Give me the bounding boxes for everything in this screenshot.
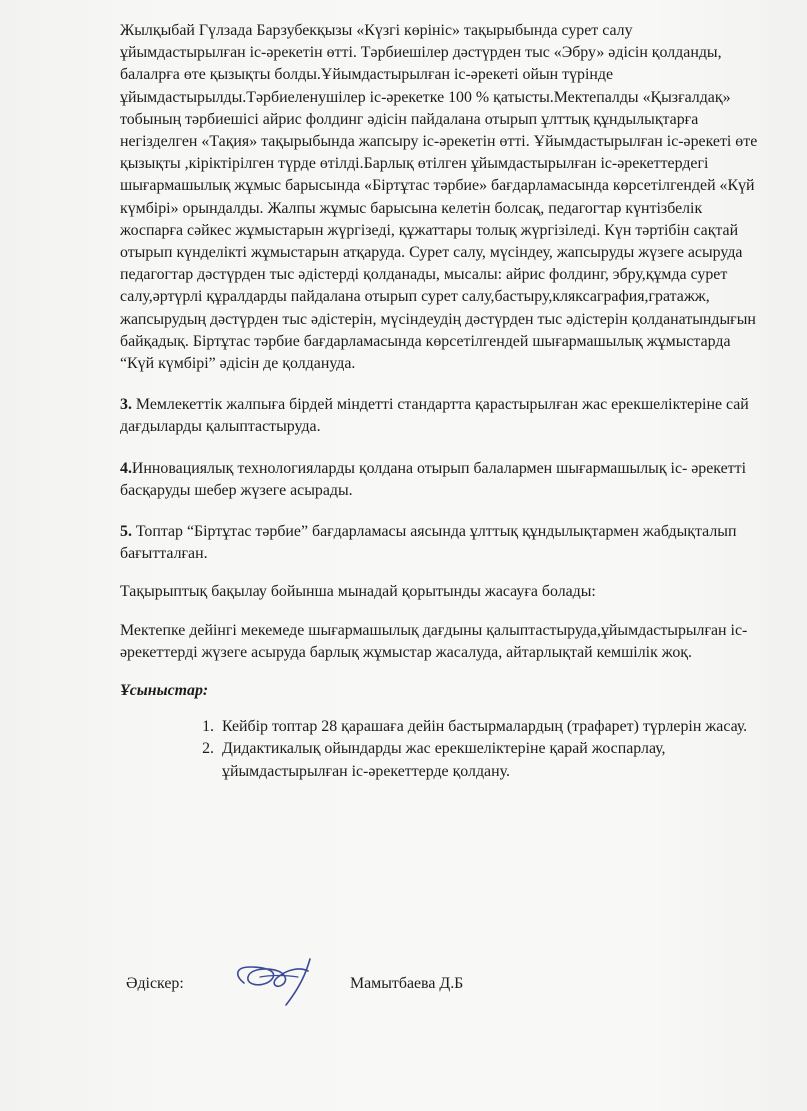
list-item bbox=[120, 521, 760, 565]
item-text: Инновациялық технологияларды қолдана отырып балалармен шығармашылық іс- әрекетті басқаруды шебер жүзеге асырады. bbox=[120, 459, 746, 499]
recommendations-list bbox=[120, 716, 760, 783]
handwritten-signature bbox=[226, 953, 336, 1008]
item-number: 5. bbox=[120, 523, 132, 541]
list-item: 1. Кейбір топтар 28 қарашаға дейін бастырмалардың (трафарет) түрлерін жасау. bbox=[218, 716, 760, 738]
list-item bbox=[120, 458, 760, 502]
list-item: 2. Дидактикалық ойындарды жас ерекшеліктеріне қарай жоспарлау, ұйымдастырылған іс-әрекеттерде қолдану. bbox=[218, 738, 760, 782]
item-text: Мемлекеттік жалпыға бірдей міндетті стандартта қарастырылған жас ерекшеліктеріне сай дағдыларды қалыптастыруда. bbox=[120, 396, 749, 436]
intro-paragraph: Жылқыбай Гүлзада Барзубекқызы «Күзгі көрініс» тақырыбында сурет салу ұйымдастырылған іс-әрекетін өтті. Тәрбиешілер дәстүрден тыс «Эбру» әдісін қолданды, балалрға өте қызықты болды.Ұйымдастырылған іс-әрекеті ойын түрінде ұйымдастырылды.Тәрбиеленушілер іс-әрекетке 100 % қатысты.Мектепалды «Қызғалдақ» тобының тәрбиешісі айрис фолдинг әдісін пайдалана отырып ұлттық құндылықтарға негізделген «Тақия» тақырыбында жапсыру іс-әрекетін өтті. Ұйымдастырылған іс-әрекеті өте қызықты ,кіріктірілген түрде өтілді.Барлық өтілген ұйымдастырылған іс-әрекеттердегі шығармашылық жұмыс барысында «Біртұтас тәрбие» бағдарламасында көрсетілгендей «Күй күмбірі» орындалды. Жалпы жұмыс барысына келетін болсақ, педагогтар күнтізбелік жоспарға сәйкес жұмыстарын жүргізеді, құжаттары толық жүргізіледі. Күн тәртібін сақтай отырып күнделікті жұмыстарын атқаруда. Сурет салу, мүсіндеу, жапсыруды жүзеге асыруда педагогтар дәстүрден тыс әдістерді қолданады, мысалы: айрис фолдинг, эбру,құмда сурет салу,әртүрлі құралдарды пайдалана отырып сурет салу,бастыру,кляксаграфия,гратажж, жапсырудың дәстүрден тыс әдістерін, мүсіндеудің дәстүрден тыс әдістерін қолданатындығын байқадық. Біртұтас тәрбие бағдарламасында көрсетілгендей шығармашылық жұмыстарда “Күй күмбірі” әдісін де қолдануда. bbox=[120, 22, 758, 373]
list-item bbox=[120, 394, 760, 438]
item-number: 3. bbox=[120, 396, 132, 414]
recommendations-heading: Ұсыныстар: bbox=[120, 682, 209, 700]
document-body bbox=[120, 20, 760, 783]
signature-role: Әдіскер: bbox=[126, 975, 184, 992]
item-number: 4. bbox=[120, 459, 132, 477]
item-text: Топтар “Біртұтас тәрбие” бағдарламасы аясында ұлттық құндылықтармен жабдықталып бағытталған. bbox=[120, 523, 737, 563]
signature-block bbox=[126, 975, 626, 1015]
conclusion-paragraph: Мектепке дейінгі мекемеде шығармашылық дағдыны қалыптастыруда,ұйымдастырылған іс-әрекеттерді жүзеге асыруда барлық жұмыстар жасалуда, айтарлықтай кемшілік жоқ. bbox=[120, 621, 748, 661]
conclusion-intro: Тақырыптық бақылау бойынша мынадай қорытынды жасауға болады: bbox=[120, 583, 596, 601]
signature-name: Мамытбаева Д.Б bbox=[350, 975, 464, 992]
